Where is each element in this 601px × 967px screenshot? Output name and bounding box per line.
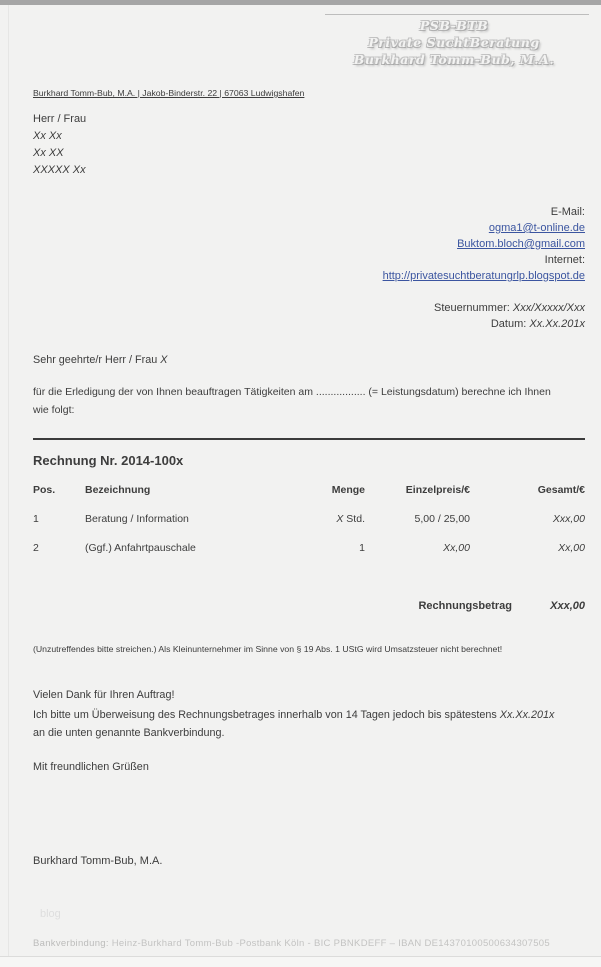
payment-deadline: Xx.Xx.201x [499,709,555,721]
tax-exemption-note: (Unzutreffendes bitte streichen.) Als Kleinunternehmer im Sinne von § 19 Abs. 1 UStG wird Umsatzsteuer nicht berechnet! [33,644,503,654]
invoice-section-rule [33,438,585,440]
salutation-placeholder-x: X [160,354,168,366]
internet-label: Internet: [544,254,585,266]
contact-block [383,204,585,284]
column-header-pos: Pos. [33,484,56,496]
recipient-address-block [33,111,86,179]
row2-quantity: 1 [359,542,365,554]
letter-intro [33,384,551,419]
email-link-primary[interactable]: ogma1@t-online.de [488,222,585,234]
intro-line1: für die Erledigung der von Ihnen beauftragen Tätigkeiten am ................. (= Leistungsdatum) berechne ich Ihnen [33,386,551,398]
brand-company-name: Private SuchtBeratung [368,35,540,50]
table-row [33,542,585,554]
row1-unit-price: 5,00 / 25,00 [414,513,470,525]
signature-name: Burkhard Tomm-Bub, M.A. [33,855,163,867]
row2-total: Xx,00 [558,542,585,554]
regards-line: Mit freundlichen Grüßen [33,761,149,773]
column-header-menge: Menge [331,484,365,496]
website-link[interactable]: http://privatesuchtberatungrlp.blogspot.de [382,270,585,282]
thank-you-line: Vielen Dank für Ihren Auftrag! [33,689,175,701]
row1-description: Beratung / Information [85,513,189,525]
invoice-title: Rechnung Nr. 2014-100x [33,453,184,468]
recipient-name-line1: Xx Xx [33,130,62,142]
payment-line1: Ich bitte um Überweisung des Rechnungsbetrages innerhalb von 14 Tagen jedoch bis spätestens Xx.Xx.201x [33,709,555,721]
row2-description: (Ggf.) Anfahrtpauschale [85,542,196,554]
bank-details-value: Heinz-Burkhard Tomm-Bub -Postbank Köln - BIC PBNKDEFF – IBAN DE14370100500634307505 [111,938,550,949]
tax-number-value: Xxx/Xxxxx/Xxx [512,302,585,314]
page-bottom-strip [0,957,601,967]
date-line: Datum: Xx.Xx.201x [490,318,585,330]
page-top-border [0,0,601,5]
row1-pos: 1 [33,513,39,525]
row1-quantity: X Std. [336,513,365,525]
column-header-einzelpreis: Einzelpreis/€ [405,484,470,496]
column-header-gesamt: Gesamt/€ [537,484,585,496]
row1-total: Xxx,00 [552,513,585,525]
tax-number-line: Steuernummer: Xxx/Xxxxx/Xxx [434,302,585,314]
table-row [33,513,585,525]
payment-line2: an die unten genannte Bankverbindung. [33,726,225,739]
tax-date-block [434,300,585,332]
date-value: Xx.Xx.201x [529,318,585,330]
bank-details-label: Bankverbindung: [33,938,112,949]
payment-instructions [33,707,554,742]
row2-unit-price: Xx,00 [443,542,470,554]
row2-pos: 2 [33,542,39,554]
email-link-secondary[interactable]: Buktom.bloch@gmail.com [457,238,585,250]
page-left-edge-line [8,5,9,956]
sender-return-address: Burkhard Tomm-Bub, M.A. | Jakob-Binderstr. 22 | 67063 Ludwigshafen [33,88,305,98]
brand-acronym: PSB-BTB [419,18,489,33]
intro-line2: wie folgt: [33,403,75,416]
letterhead-brand [318,17,590,68]
column-header-bezeichnung: Bezeichnung [85,484,151,496]
invoice-table-header [33,484,585,496]
invoice-total-value: Xxx,00 [550,600,585,612]
email-label: E-Mail: [550,206,585,218]
recipient-name-line2: Xx XX [33,147,64,159]
recipient-salutation: Herr / Frau [33,113,87,125]
invoice-total-label: Rechnungsbetrag [418,600,512,612]
brand-owner-name: Burkhard Tomm-Bub, M.A. [353,52,555,67]
letterhead-rule [325,14,589,15]
letter-salutation: Sehr geehrte/r Herr / Frau X [33,354,168,366]
recipient-city-line: XXXXX Xx [33,164,86,176]
bank-details-line [33,938,550,949]
blog-watermark: blog [40,908,61,920]
